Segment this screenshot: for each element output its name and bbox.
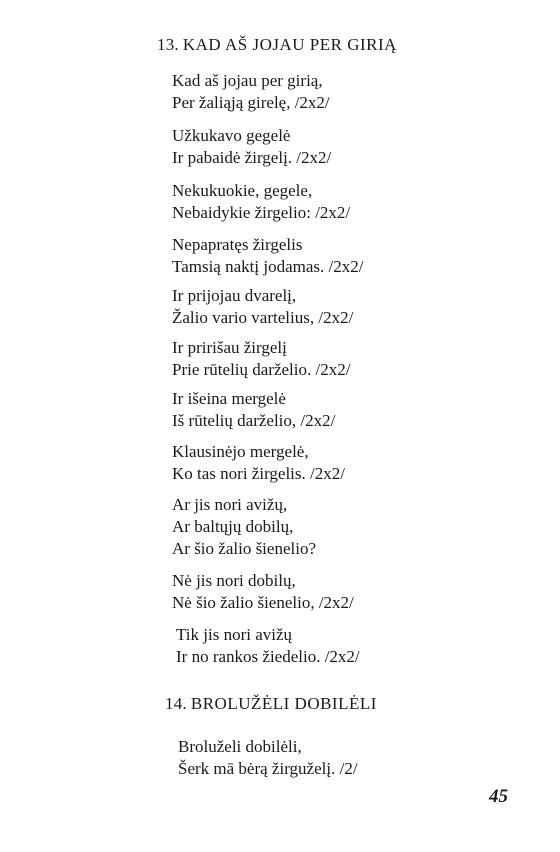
song-title-13 bbox=[157, 35, 397, 55]
song-name: BROLUŽĖLI DOBILĖLI bbox=[190, 694, 377, 713]
verse-line: Ar jis nori avižų, bbox=[172, 495, 288, 514]
verse-line: Ko tas nori žirgelis. /2x2/ bbox=[172, 464, 345, 483]
stanza bbox=[176, 624, 360, 668]
verse-line: Ir no rankos žiedelio. /2x2/ bbox=[176, 647, 360, 666]
verse-line: Iš rūtelių darželio, /2x2/ bbox=[172, 411, 336, 430]
song-title-14 bbox=[165, 694, 377, 714]
verse-line: Užkukavo gegelė bbox=[172, 126, 291, 145]
verse-line: Ar baltųjų dobilų, bbox=[172, 517, 294, 536]
verse-line: Nė šio žalio šienelio, /2x2/ bbox=[172, 593, 354, 612]
verse-line: Tamsią naktį jodamas. /2x2/ bbox=[172, 257, 364, 276]
stanza bbox=[172, 234, 363, 278]
stanza bbox=[172, 388, 335, 432]
verse-line: Per žaliąją girelę, /2x2/ bbox=[172, 93, 330, 112]
stanza bbox=[178, 736, 358, 780]
stanza bbox=[172, 180, 350, 224]
song-number: 14. bbox=[165, 694, 187, 713]
verse-line: Ir išeina mergelė bbox=[172, 389, 286, 408]
verse-line: Nepapratęs žirgelis bbox=[172, 235, 303, 254]
verse-line: Broluželi dobilėli, bbox=[178, 737, 302, 756]
verse-line: Ir prijojau dvarelį, bbox=[172, 286, 297, 305]
stanza bbox=[172, 70, 330, 114]
verse-line: Ar šio žalio šienelio? bbox=[172, 539, 316, 558]
verse-line: Tik jis nori avižų bbox=[176, 625, 293, 644]
verse-line: Ir pririšau žirgelį bbox=[172, 338, 287, 357]
stanza bbox=[172, 441, 345, 485]
stanza bbox=[172, 125, 331, 169]
verse-line: Nekukuokie, gegele, bbox=[172, 181, 313, 200]
page-number: 45 bbox=[489, 786, 508, 807]
verse-line: Prie rūtelių darželio. /2x2/ bbox=[172, 360, 351, 379]
verse-line: Kad aš jojau per girią, bbox=[172, 71, 323, 90]
stanza bbox=[172, 494, 316, 560]
verse-line: Nė jis nori dobilų, bbox=[172, 571, 296, 590]
stanza bbox=[172, 337, 350, 381]
verse-line: Nebaidykie žirgelio: /2x2/ bbox=[172, 203, 351, 222]
verse-line: Šerk mā bėrą žirguželį. /2/ bbox=[178, 759, 358, 778]
stanza bbox=[172, 570, 354, 614]
song-number: 13. bbox=[157, 35, 179, 54]
verse-line: Žalio vario vartelius, /2x2/ bbox=[172, 308, 354, 327]
song-name: KAD AŠ JOJAU PER GIRIĄ bbox=[182, 35, 397, 54]
verse-line: Klausinėjo mergelė, bbox=[172, 442, 309, 461]
stanza bbox=[172, 285, 353, 329]
verse-line: Ir pabaidė žirgelį. /2x2/ bbox=[172, 148, 332, 167]
